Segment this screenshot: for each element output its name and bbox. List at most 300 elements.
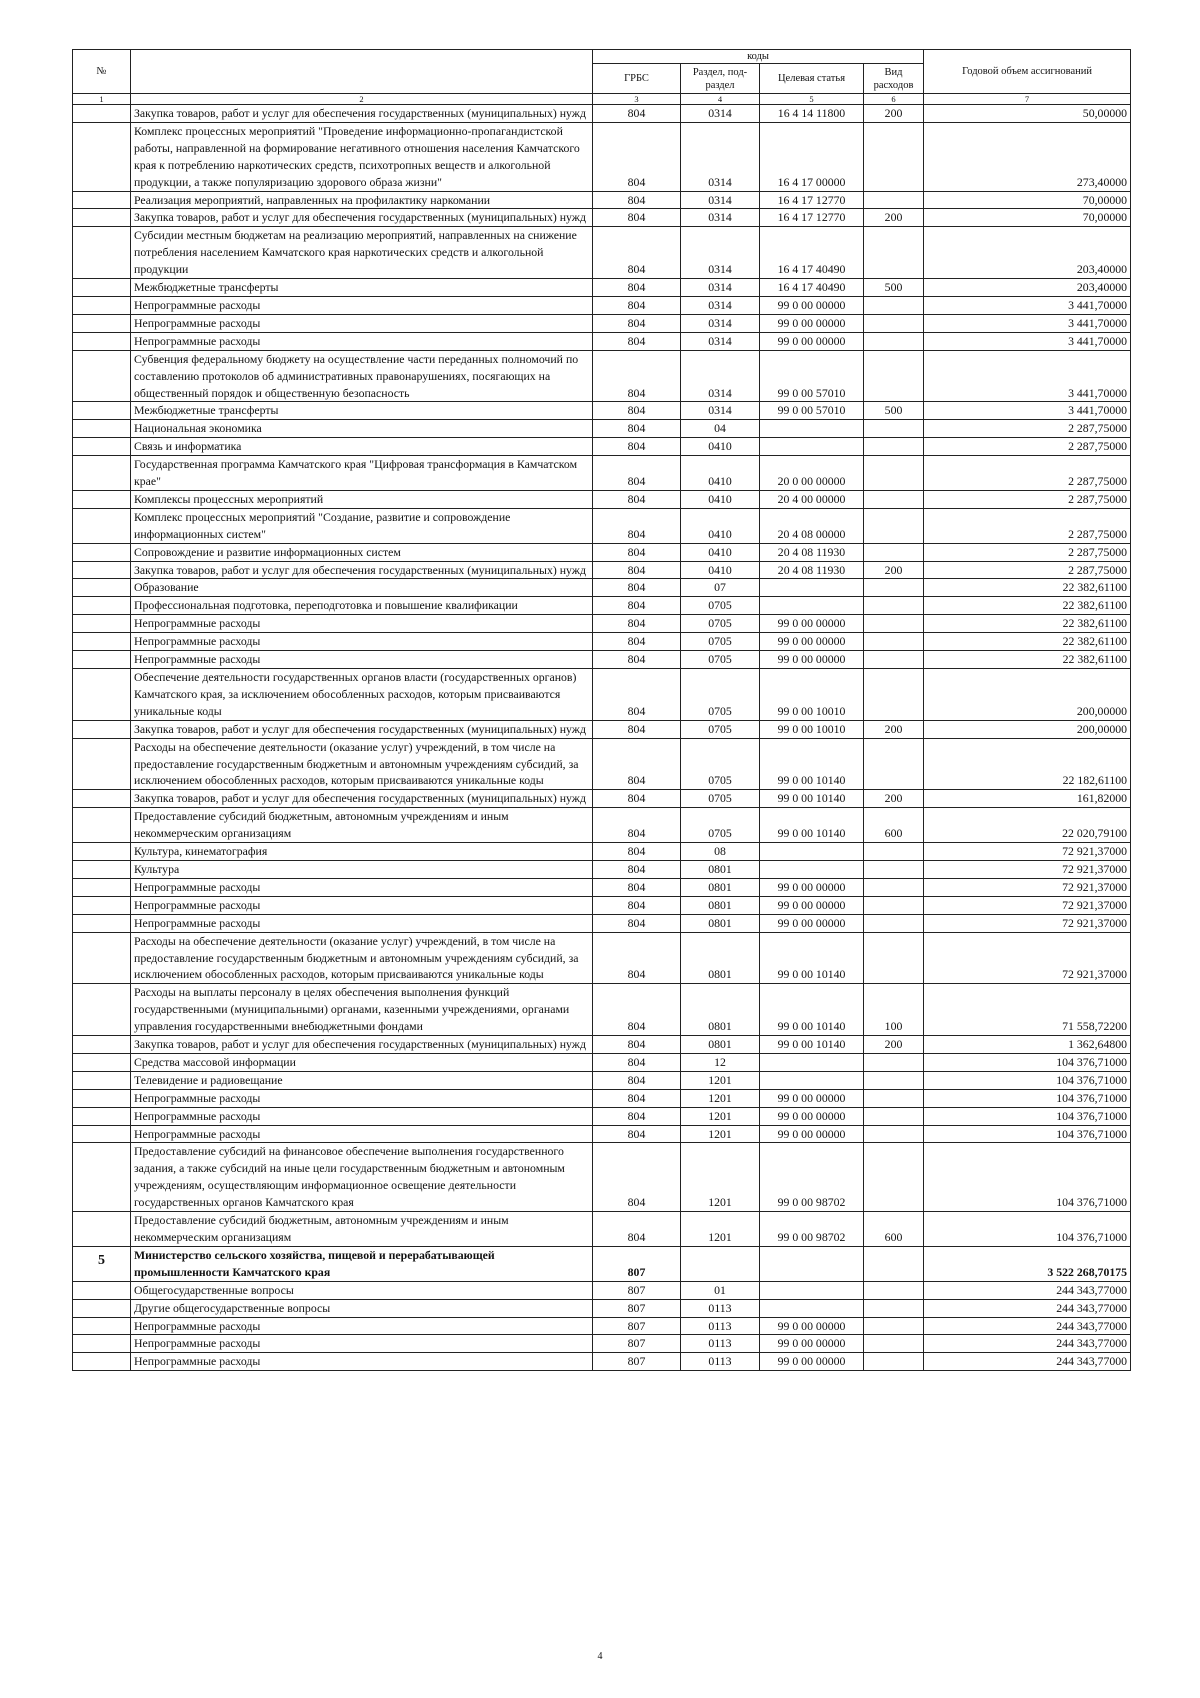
- target-article-code: 99 0 00 10140: [760, 808, 864, 843]
- row-number: [73, 227, 131, 279]
- annual-amount: 104 376,71000: [924, 1143, 1131, 1212]
- section-code: 01: [681, 1281, 760, 1299]
- header-section: Раздел, под-раздел: [681, 64, 760, 94]
- header-kind: Вид расходов: [864, 64, 924, 94]
- expense-kind-code: [864, 296, 924, 314]
- grbs-code: 804: [593, 209, 681, 227]
- annual-amount: 3 441,70000: [924, 350, 1131, 402]
- section-code: 0314: [681, 332, 760, 350]
- annual-amount: 273,40000: [924, 122, 1131, 191]
- table-row: [73, 1053, 1131, 1071]
- section-code: 0705: [681, 738, 760, 790]
- grbs-code: 804: [593, 1071, 681, 1089]
- expense-name: Закупка товаров, работ и услуг для обеспечения государственных (муниципальных) нужд: [131, 209, 593, 227]
- target-article-code: 99 0 00 00000: [760, 914, 864, 932]
- grbs-code: 804: [593, 1107, 681, 1125]
- row-number: [73, 543, 131, 561]
- grbs-code: 804: [593, 669, 681, 721]
- target-article-code: 99 0 00 10140: [760, 790, 864, 808]
- target-article-code: 99 0 00 00000: [760, 332, 864, 350]
- grbs-code: 804: [593, 651, 681, 669]
- target-article-code: 99 0 00 00000: [760, 878, 864, 896]
- header-grbs: ГРБС: [593, 64, 681, 94]
- annual-amount: 244 343,77000: [924, 1299, 1131, 1317]
- target-article-code: 99 0 00 00000: [760, 615, 864, 633]
- grbs-code: 804: [593, 1125, 681, 1143]
- expense-name: Культура: [131, 860, 593, 878]
- section-code: 0410: [681, 456, 760, 491]
- expense-kind-code: [864, 490, 924, 508]
- annual-amount: 3 441,70000: [924, 332, 1131, 350]
- annual-amount: 22 382,61100: [924, 651, 1131, 669]
- expense-name: Профессиональная подготовка, переподготовка и повышение квалификации: [131, 597, 593, 615]
- target-article-code: 99 0 00 98702: [760, 1212, 864, 1247]
- row-number: [73, 1053, 131, 1071]
- expense-name: Средства массовой информации: [131, 1053, 593, 1071]
- row-number: [73, 1281, 131, 1299]
- expense-kind-code: [864, 1107, 924, 1125]
- expense-name: Расходы на обеспечение деятельности (оказание услуг) учреждений, в том числе на предоставление государственным бюджетным и автономным учреждениям субсидий, за исключением обособленных расходов, которым присваиваются уникальные коды: [131, 932, 593, 984]
- grbs-code: 804: [593, 914, 681, 932]
- row-number: [73, 209, 131, 227]
- section-code: 0705: [681, 669, 760, 721]
- expense-name: Непрограммные расходы: [131, 651, 593, 669]
- annual-amount: 22 382,61100: [924, 579, 1131, 597]
- annual-amount: 104 376,71000: [924, 1089, 1131, 1107]
- annual-amount: 244 343,77000: [924, 1353, 1131, 1371]
- section-code: [681, 1246, 760, 1281]
- expense-name: Непрограммные расходы: [131, 633, 593, 651]
- expense-name: Непрограммные расходы: [131, 1125, 593, 1143]
- expense-kind-code: [864, 191, 924, 209]
- target-article-code: 99 0 00 10010: [760, 669, 864, 721]
- row-number: [73, 651, 131, 669]
- annual-amount: 200,00000: [924, 720, 1131, 738]
- expense-kind-code: 500: [864, 279, 924, 297]
- grbs-code: 804: [593, 543, 681, 561]
- row-number: [73, 456, 131, 491]
- grbs-code: 804: [593, 314, 681, 332]
- table-row: [73, 279, 1131, 297]
- grbs-code: 804: [593, 738, 681, 790]
- table-row: [73, 860, 1131, 878]
- grbs-code: 804: [593, 843, 681, 861]
- table-row: [73, 790, 1131, 808]
- grbs-code: 804: [593, 1089, 681, 1107]
- section-code: 0705: [681, 720, 760, 738]
- header-target: Целевая статья: [760, 64, 864, 94]
- section-code: 0801: [681, 878, 760, 896]
- grbs-code: 804: [593, 1053, 681, 1071]
- target-article-code: 20 4 00 00000: [760, 490, 864, 508]
- grbs-code: 804: [593, 438, 681, 456]
- table-row: [73, 191, 1131, 209]
- section-code: 0801: [681, 896, 760, 914]
- col-number: 5: [760, 94, 864, 105]
- grbs-code: 804: [593, 105, 681, 123]
- target-article-code: 99 0 00 57010: [760, 350, 864, 402]
- section-code: 1201: [681, 1212, 760, 1247]
- expense-kind-code: [864, 1335, 924, 1353]
- grbs-code: 804: [593, 720, 681, 738]
- annual-amount: 22 382,61100: [924, 633, 1131, 651]
- table-row: [73, 1089, 1131, 1107]
- target-article-code: 20 0 00 00000: [760, 456, 864, 491]
- target-article-code: 16 4 17 00000: [760, 122, 864, 191]
- grbs-code: 804: [593, 633, 681, 651]
- section-code: 0113: [681, 1317, 760, 1335]
- expense-name: Непрограммные расходы: [131, 914, 593, 932]
- table-row: [73, 105, 1131, 123]
- row-number: 5: [73, 1246, 131, 1281]
- row-number: [73, 296, 131, 314]
- grbs-code: 804: [593, 984, 681, 1036]
- table-row: [73, 456, 1131, 491]
- annual-amount: 72 921,37000: [924, 932, 1131, 984]
- row-number: [73, 615, 131, 633]
- section-code: 0801: [681, 984, 760, 1036]
- section-code: 0314: [681, 227, 760, 279]
- annual-amount: 203,40000: [924, 227, 1131, 279]
- expense-kind-code: [864, 122, 924, 191]
- target-article-code: 99 0 00 10140: [760, 1036, 864, 1054]
- expense-kind-code: [864, 1089, 924, 1107]
- col-number: 4: [681, 94, 760, 105]
- row-number: [73, 669, 131, 721]
- target-article-code: 99 0 00 00000: [760, 1317, 864, 1335]
- table-row: [73, 914, 1131, 932]
- section-code: 0705: [681, 651, 760, 669]
- row-number: [73, 1036, 131, 1054]
- annual-amount: 104 376,71000: [924, 1107, 1131, 1125]
- section-code: 0801: [681, 932, 760, 984]
- grbs-code: 807: [593, 1246, 681, 1281]
- expense-kind-code: 600: [864, 1212, 924, 1247]
- annual-amount: 72 921,37000: [924, 860, 1131, 878]
- expense-kind-code: [864, 456, 924, 491]
- expense-name: Закупка товаров, работ и услуг для обеспечения государственных (муниципальных) нужд: [131, 790, 593, 808]
- annual-amount: 70,00000: [924, 209, 1131, 227]
- row-number: [73, 1353, 131, 1371]
- row-number: [73, 1107, 131, 1125]
- target-article-code: [760, 1053, 864, 1071]
- row-number: [73, 633, 131, 651]
- row-number: [73, 984, 131, 1036]
- table-row: [73, 1125, 1131, 1143]
- target-article-code: 99 0 00 10140: [760, 932, 864, 984]
- table-row: [73, 843, 1131, 861]
- grbs-code: 804: [593, 808, 681, 843]
- expense-name: Министерство сельского хозяйства, пищевой и перерабатывающей промышленности Камчатского края: [131, 1246, 593, 1281]
- expense-kind-code: [864, 1053, 924, 1071]
- expense-kind-code: 200: [864, 561, 924, 579]
- target-article-code: 99 0 00 57010: [760, 402, 864, 420]
- page-number: 4: [597, 1651, 603, 1662]
- expense-name: Национальная экономика: [131, 420, 593, 438]
- annual-amount: 2 287,75000: [924, 490, 1131, 508]
- expense-name: Другие общегосударственные вопросы: [131, 1299, 593, 1317]
- annual-amount: 70,00000: [924, 191, 1131, 209]
- grbs-code: 807: [593, 1335, 681, 1353]
- row-number: [73, 1299, 131, 1317]
- expense-kind-code: [864, 878, 924, 896]
- annual-amount: 104 376,71000: [924, 1212, 1131, 1247]
- table-row: [73, 1143, 1131, 1212]
- grbs-code: 807: [593, 1299, 681, 1317]
- target-article-code: 20 4 08 11930: [760, 543, 864, 561]
- grbs-code: 804: [593, 122, 681, 191]
- row-number: [73, 350, 131, 402]
- section-code: 0410: [681, 543, 760, 561]
- expense-kind-code: 200: [864, 1036, 924, 1054]
- table-row: [73, 561, 1131, 579]
- annual-amount: 244 343,77000: [924, 1335, 1131, 1353]
- table-row: [73, 420, 1131, 438]
- table-row: [73, 1353, 1131, 1371]
- row-number: [73, 420, 131, 438]
- table-row: [73, 332, 1131, 350]
- grbs-code: 804: [593, 615, 681, 633]
- row-number: [73, 738, 131, 790]
- expense-kind-code: [864, 860, 924, 878]
- annual-amount: 22 182,61100: [924, 738, 1131, 790]
- expense-name: Закупка товаров, работ и услуг для обеспечения государственных (муниципальных) нужд: [131, 720, 593, 738]
- section-code: 0314: [681, 279, 760, 297]
- expense-name: Расходы на выплаты персоналу в целях обеспечения выполнения функций государственными (муниципальными) органами, казенными учреждениями, органами управления государственными внебюджетными фондами: [131, 984, 593, 1036]
- grbs-code: 804: [593, 332, 681, 350]
- target-article-code: 20 4 08 00000: [760, 508, 864, 543]
- section-code: 0705: [681, 808, 760, 843]
- table-row: [73, 296, 1131, 314]
- budget-table-container: [72, 49, 1131, 1371]
- section-code: 0113: [681, 1299, 760, 1317]
- annual-amount: 72 921,37000: [924, 914, 1131, 932]
- expense-kind-code: [864, 615, 924, 633]
- annual-amount: 22 382,61100: [924, 597, 1131, 615]
- section-code: 0801: [681, 914, 760, 932]
- expense-kind-code: [864, 669, 924, 721]
- expense-kind-code: 100: [864, 984, 924, 1036]
- section-code: 08: [681, 843, 760, 861]
- grbs-code: 804: [593, 227, 681, 279]
- col-number: 3: [593, 94, 681, 105]
- expense-kind-code: [864, 1071, 924, 1089]
- expense-name: Обеспечение деятельности государственных органов власти (государственных органов) Камчатского края, за исключением обособленных расходов, которым присваиваются уникальные коды: [131, 669, 593, 721]
- section-code: 0314: [681, 350, 760, 402]
- grbs-code: 804: [593, 1143, 681, 1212]
- header-name: [131, 50, 593, 94]
- section-code: 0314: [681, 122, 760, 191]
- row-number: [73, 878, 131, 896]
- table-row: [73, 314, 1131, 332]
- section-code: 0314: [681, 402, 760, 420]
- section-code: 0314: [681, 209, 760, 227]
- section-code: 0314: [681, 314, 760, 332]
- expense-kind-code: [864, 932, 924, 984]
- row-number: [73, 191, 131, 209]
- expense-kind-code: 200: [864, 720, 924, 738]
- expense-kind-code: [864, 1353, 924, 1371]
- col-number: 6: [864, 94, 924, 105]
- expense-name: Предоставление субсидий на финансовое обеспечение выполнения государственного задания, а также субсидий на иные цели государственным бюджетным и автономным учреждениям, осуществляющим информационное освещение деятельности государственных органов Камчатского края: [131, 1143, 593, 1212]
- annual-amount: 2 287,75000: [924, 543, 1131, 561]
- expense-name: Субвенция федеральному бюджету на осуществление части переданных полномочий по составлению протоколов об административных правонарушениях, посягающих на общественный порядок и общественную безопасность: [131, 350, 593, 402]
- expense-kind-code: [864, 1299, 924, 1317]
- expense-name: Расходы на обеспечение деятельности (оказание услуг) учреждений, в том числе на предоставление государственным бюджетным и автономным учреждениям субсидий, за исключением обособленных расходов, которым присваиваются уникальные коды: [131, 738, 593, 790]
- target-article-code: [760, 860, 864, 878]
- grbs-code: 804: [593, 402, 681, 420]
- row-number: [73, 843, 131, 861]
- expense-name: Закупка товаров, работ и услуг для обеспечения государственных (муниципальных) нужд: [131, 561, 593, 579]
- target-article-code: 99 0 00 00000: [760, 633, 864, 651]
- expense-kind-code: [864, 508, 924, 543]
- col-number: 7: [924, 94, 1131, 105]
- expense-name: Предоставление субсидий бюджетным, автономным учреждениям и иным некоммерческим организациям: [131, 808, 593, 843]
- row-number: [73, 597, 131, 615]
- expense-kind-code: 200: [864, 209, 924, 227]
- expense-kind-code: 600: [864, 808, 924, 843]
- table-row: [73, 878, 1131, 896]
- col-number: 1: [73, 94, 131, 105]
- expense-kind-code: [864, 1246, 924, 1281]
- target-article-code: [760, 1299, 864, 1317]
- expense-name: Непрограммные расходы: [131, 296, 593, 314]
- section-code: 1201: [681, 1071, 760, 1089]
- expense-kind-code: [864, 579, 924, 597]
- row-number: [73, 1125, 131, 1143]
- section-code: 0801: [681, 860, 760, 878]
- expense-kind-code: [864, 1317, 924, 1335]
- grbs-code: 804: [593, 561, 681, 579]
- row-number: [73, 438, 131, 456]
- annual-amount: 72 921,37000: [924, 896, 1131, 914]
- expense-name: Комплекс процессных мероприятий "Проведение информационно-пропагандистской работы, направленной на формирование негативного отношения населения Камчатского края к потреблению наркотических средств, психотропных веществ и алкогольной продукции, а также популяризацию здорового образа жизни": [131, 122, 593, 191]
- expense-name: Непрограммные расходы: [131, 1335, 593, 1353]
- target-article-code: [760, 420, 864, 438]
- expense-kind-code: [864, 332, 924, 350]
- target-article-code: [760, 579, 864, 597]
- annual-amount: 22 382,61100: [924, 615, 1131, 633]
- table-row: [73, 597, 1131, 615]
- grbs-code: 804: [593, 597, 681, 615]
- table-row: [73, 402, 1131, 420]
- table-row: [73, 209, 1131, 227]
- table-row: [73, 896, 1131, 914]
- target-article-code: [760, 1246, 864, 1281]
- expense-name: Непрограммные расходы: [131, 615, 593, 633]
- target-article-code: [760, 438, 864, 456]
- expense-name: Непрограммные расходы: [131, 332, 593, 350]
- table-row: [73, 227, 1131, 279]
- section-code: 0705: [681, 615, 760, 633]
- grbs-code: 807: [593, 1281, 681, 1299]
- expense-name: Непрограммные расходы: [131, 1353, 593, 1371]
- annual-amount: 3 441,70000: [924, 402, 1131, 420]
- target-article-code: [760, 1281, 864, 1299]
- expense-name: Непрограммные расходы: [131, 896, 593, 914]
- annual-amount: 71 558,72200: [924, 984, 1131, 1036]
- row-number: [73, 1317, 131, 1335]
- expense-name: Непрограммные расходы: [131, 1089, 593, 1107]
- target-article-code: [760, 597, 864, 615]
- expense-kind-code: [864, 350, 924, 402]
- annual-amount: 3 522 268,70175: [924, 1246, 1131, 1281]
- target-article-code: 16 4 17 40490: [760, 227, 864, 279]
- row-number: [73, 1335, 131, 1353]
- row-number: [73, 561, 131, 579]
- table-row: [73, 633, 1131, 651]
- target-article-code: 99 0 00 00000: [760, 1107, 864, 1125]
- annual-amount: 2 287,75000: [924, 508, 1131, 543]
- table-row: [73, 1212, 1131, 1247]
- row-number: [73, 932, 131, 984]
- header-num: №: [73, 50, 131, 94]
- table-row: [73, 490, 1131, 508]
- grbs-code: 804: [593, 191, 681, 209]
- table-row: [73, 984, 1131, 1036]
- target-article-code: 99 0 00 10140: [760, 738, 864, 790]
- expense-kind-code: [864, 633, 924, 651]
- table-body: [73, 105, 1131, 1371]
- expense-kind-code: [864, 1281, 924, 1299]
- target-article-code: 99 0 00 10010: [760, 720, 864, 738]
- expense-kind-code: [864, 543, 924, 561]
- annual-amount: 104 376,71000: [924, 1053, 1131, 1071]
- target-article-code: 16 4 14 11800: [760, 105, 864, 123]
- expense-kind-code: [864, 896, 924, 914]
- expense-name: Общегосударственные вопросы: [131, 1281, 593, 1299]
- section-code: 0314: [681, 296, 760, 314]
- expense-name: Культура, кинематография: [131, 843, 593, 861]
- row-number: [73, 914, 131, 932]
- expense-kind-code: 200: [864, 790, 924, 808]
- grbs-code: 804: [593, 1036, 681, 1054]
- expense-name: Непрограммные расходы: [131, 878, 593, 896]
- expense-name: Телевидение и радиовещание: [131, 1071, 593, 1089]
- grbs-code: 807: [593, 1353, 681, 1371]
- expense-kind-code: [864, 597, 924, 615]
- row-number: [73, 122, 131, 191]
- expense-kind-code: [864, 420, 924, 438]
- expense-kind-code: [864, 438, 924, 456]
- target-article-code: [760, 843, 864, 861]
- grbs-code: 804: [593, 932, 681, 984]
- annual-amount: 104 376,71000: [924, 1125, 1131, 1143]
- row-number: [73, 579, 131, 597]
- grbs-code: 804: [593, 420, 681, 438]
- expense-kind-code: [864, 651, 924, 669]
- target-article-code: 99 0 00 00000: [760, 1353, 864, 1371]
- expense-name: Образование: [131, 579, 593, 597]
- annual-amount: 72 921,37000: [924, 843, 1131, 861]
- row-number: [73, 490, 131, 508]
- section-code: 1201: [681, 1125, 760, 1143]
- target-article-code: 99 0 00 98702: [760, 1143, 864, 1212]
- row-number: [73, 314, 131, 332]
- table-row: [73, 932, 1131, 984]
- table-row: [73, 1317, 1131, 1335]
- grbs-code: 804: [593, 579, 681, 597]
- target-article-code: [760, 1071, 864, 1089]
- annual-amount: 22 020,79100: [924, 808, 1131, 843]
- header-amount: Годовой объем ассигнований: [924, 50, 1131, 94]
- table-row: [73, 543, 1131, 561]
- row-number: [73, 279, 131, 297]
- target-article-code: 99 0 00 10140: [760, 984, 864, 1036]
- annual-amount: 72 921,37000: [924, 878, 1131, 896]
- expense-kind-code: [864, 843, 924, 861]
- header-codes: коды: [593, 50, 924, 64]
